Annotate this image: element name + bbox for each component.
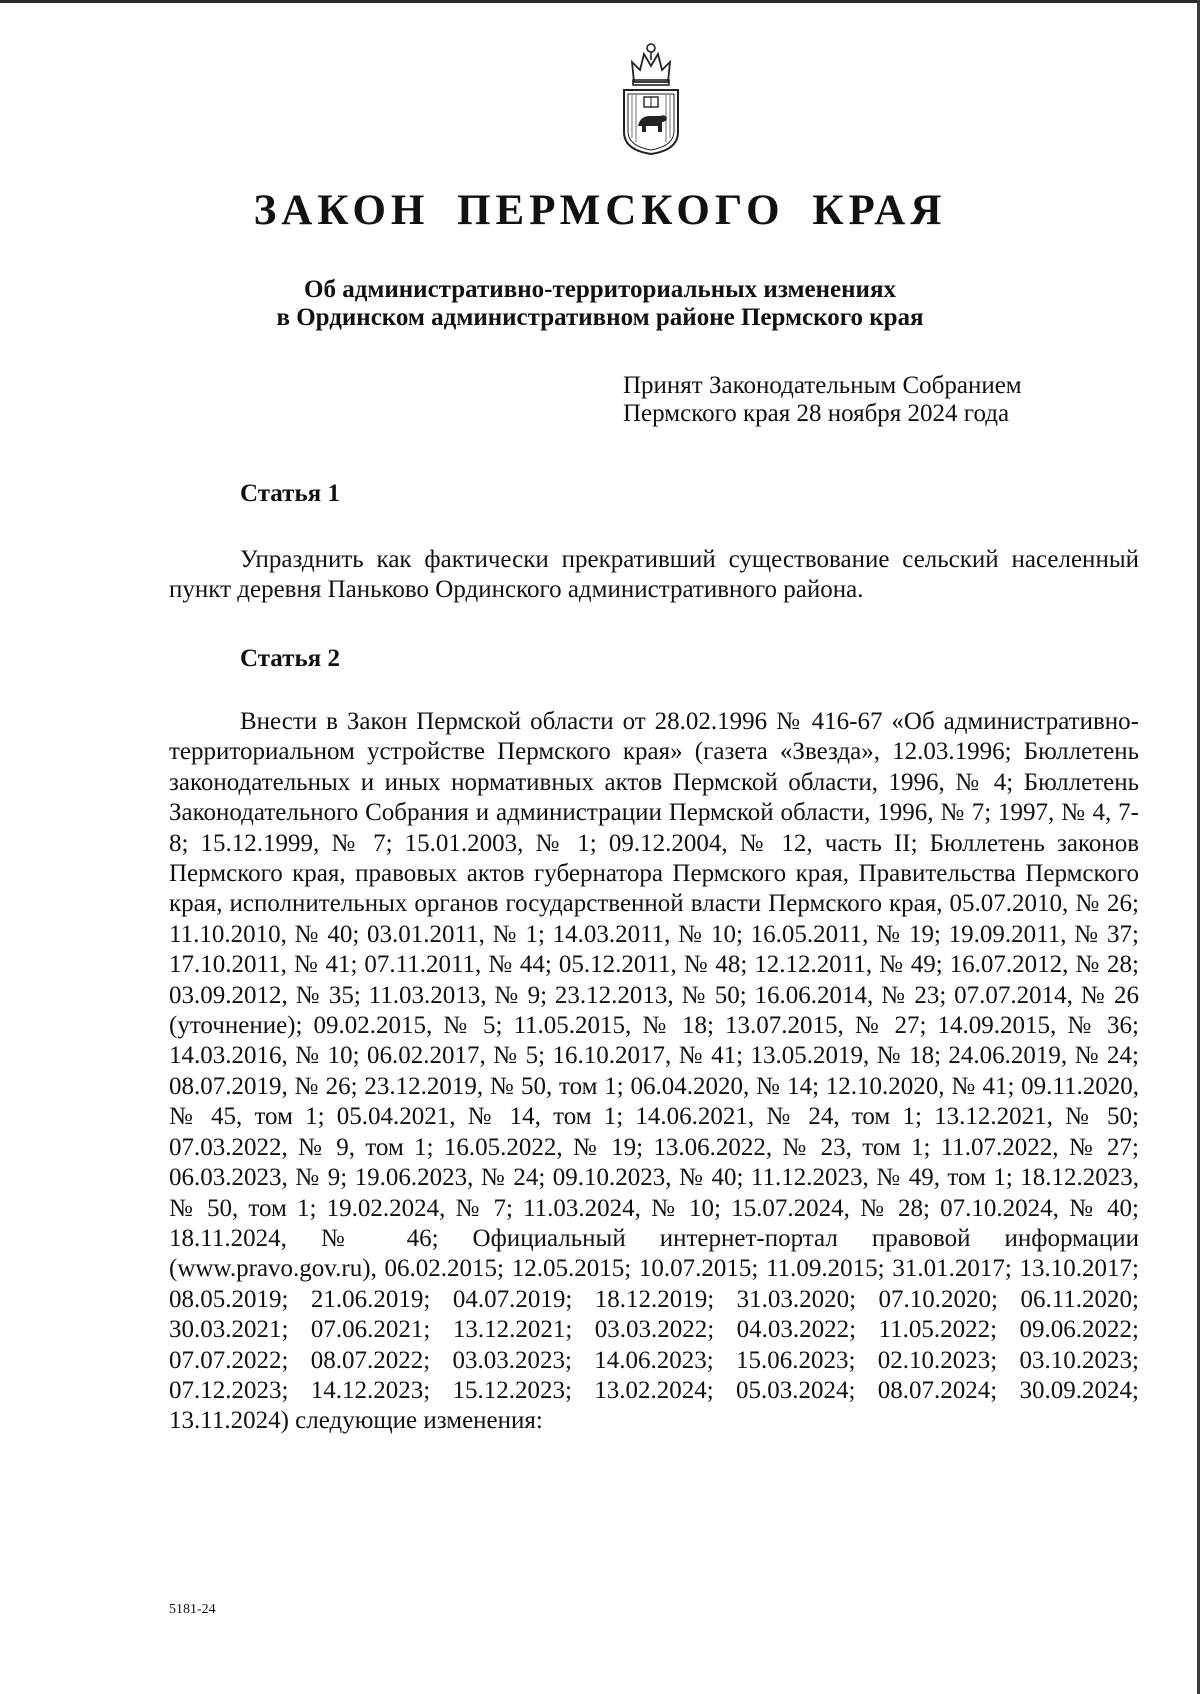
adoption-note (623, 372, 1022, 428)
article-1-heading: Статья 1 (240, 480, 340, 507)
adoption-line: Пермского края 28 ноября 2024 года (623, 400, 1010, 427)
law-subtitle (0, 276, 1200, 332)
subtitle-line: Об административно-территориальных изменениях (304, 276, 896, 303)
document-code: 5181-24 (169, 1602, 216, 1617)
article-2-text: Внести в Закон Пермской области от 28.02.1996 № 416-67 «Об административно-территориальном устройстве Пермского края» (газета «Звезда», 12.03.1996; Бюллетень законодательных и иных нормативных актов Пермской области, 1996, № 4; Бюллетень Законодательного Собрания и администрации Пермской области, 1996, № 7; 1997, № 4, 7-8; 15.12.1999, № 7; 15.01.2003, № 1; 09.12.2004, № 12, часть II; Бюллетень законов Пермского края, правовых актов губернатора Пермского края, Правительства Пермского края, исполнительных органов государственной власти Пермского края, 05.07.2010, № 26; 11.10.2010, № 40; 03.01.2011, № 1; 14.03.2011, № 10; 16.05.2011, № 19; 19.09.2011, № 37; 17.10.2011, № 41; 07.11.2011, № 44; 05.12.2011, № 48; 12.12.2011, № 49; 16.07.2012, № 28; 03.09.2012, № 35; 11.03.2013, № 9; 23.12.2013, № 50; 16.06.2014, № 23; 07.07.2014, № 26 (уточнение); 09.02.2015, № 5; 11.05.2015, № 18; 13.07.2015, № 27; 14.09.2015, № 36; 14.03.2016, № 10; 06.02.2017, № 5; 16.10.2017, № 41; 13.05.2019, № 18; 24.06.2019, № 24; 08.07.2019, № 26; 23.12.2019, № 50, том 1; 06.04.2020, № 14; 12.10.2020, № 41; 09.11.2020, № 45, том 1; 05.04.2021, № 14, том 1; 14.06.2021, № 24, том 1; 13.12.2021, № 50; 07.03.2022, № 9, том 1; 16.05.2022, № 19; 13.06.2022, № 23, том 1; 11.07.2022, № 27; 06.03.2023, № 9; 19.06.2023, № 24; 09.10.2023, № 40; 11.12.2023, № 49, том 1; 18.12.2023, № 50, том 1; 19.02.2024, № 7; 11.03.2024, № 10; 15.07.2024, № 28; 07.10.2024, № 40; 18.11.2024, № 46; Официальный интернет-портал правовой информации (www.pravo.gov.ru), 06.02.2015; 12.05.2015; 10.07.2015; 11.09.2015; 31.01.2017; 13.10.2017; 08.05.2019; 21.06.2019; 04.07.2019; 18.12.2019; 31.03.2020; 07.10.2020; 06.11.2020; 30.03.2021; 07.06.2021; 13.12.2021; 03.03.2022; 04.03.2022; 11.05.2022; 09.06.2022; 07.07.2022; 08.07.2022; 03.03.2023; 14.06.2023; 15.06.2023; 02.10.2023; 03.10.2023; 07.12.2023; 14.12.2023; 15.12.2023; 13.02.2024; 05.03.2024; 08.07.2024; 30.09.2024; 13.11.2024) следующие изменения: (169, 708, 1139, 1435)
law-title: ЗАКОН ПЕРМСКОГО КРАЯ (253, 187, 947, 234)
article-1-text: Упразднить как фактически прекративший существование сельский населенный пункт деревня Паньково Ординского административного района. (169, 546, 1139, 604)
coat-of-arms-icon (620, 40, 682, 156)
article-2-heading: Статья 2 (240, 645, 340, 672)
scan-edge-top (0, 0, 1200, 3)
subtitle-line: в Ординском административном районе Пермского края (276, 304, 924, 331)
adoption-line: Принят Законодательным Собранием (623, 372, 1022, 399)
